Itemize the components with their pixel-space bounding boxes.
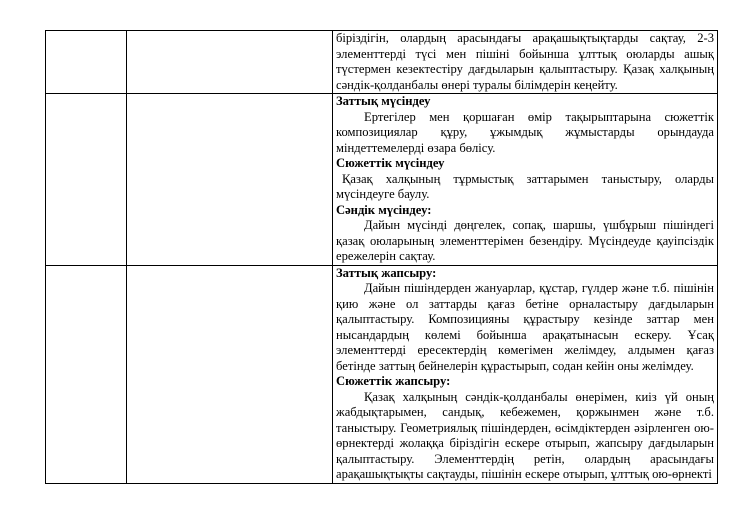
- table-cell-empty-2: [127, 265, 333, 483]
- table-row: [46, 31, 718, 94]
- table-cell-empty-1: [46, 31, 127, 94]
- table-cell-content: [333, 31, 718, 94]
- paragraph: біріздігін, олардың арасындағы арақашықтықтарды сақтау, 2-3 элементтерді түсі мен пішіні бойынша ұлттық оюларды ашық түстермен кезектестіру дағдыларын қалыптастыру. Қазақ халқының сәндік-қолданбалы өнері туралы білімдерін кеңейту.: [336, 31, 714, 92]
- table-cell-empty-1: [46, 94, 127, 266]
- section-heading: Сюжеттік мүсіндеу: [336, 156, 445, 170]
- table-cell-content: [333, 265, 718, 483]
- paragraph: Ертегілер мен қоршаған өмір тақырыптарына сюжеттік композициялар құру, ұжымдық жұмыстарды орындауда міндеттемелерді өзара бөлісу.: [336, 109, 714, 155]
- curriculum-table: [45, 30, 718, 484]
- paragraph: Қазақ халқының тұрмыстық заттарымен таныстыру, оларды мүсіндеуге баулу.: [336, 171, 714, 201]
- section-heading: Сюжеттік жапсыру:: [336, 374, 451, 388]
- paragraph: Дайын мүсінді дөңгелек, сопақ, шаршы, үшбұрыш пішіндегі қазақ оюларының элементтерімен безендіру. Мүсіндеуде қауіпсіздік ережелерін сақтау.: [336, 218, 714, 263]
- table-cell-empty-2: [127, 31, 333, 94]
- table-row: [46, 265, 718, 483]
- table-cell-content: [333, 94, 718, 266]
- section-heading: Заттық мүсіндеу: [336, 94, 431, 108]
- table-row: [46, 94, 718, 266]
- paragraph: Дайын пішіндерден жануарлар, құстар, гүлдер және т.б. пішінін қию және ол заттарды қағаз бетіне орналастыру дағдыларын қалыптастыру. Композицияны құрастыру кезінде заттар мен нысандардың көлемі бойынша арақатынасын ескеру. Ұсақ элементтерді ересектердің көмегімен желімдеу, алдымен қағаз бетінде заттың бейнелерін құрастырып, содан кейін оны желімдеу.: [336, 281, 714, 373]
- table-cell-empty-1: [46, 265, 127, 483]
- section-heading: Заттық жапсыру:: [336, 265, 437, 280]
- paragraph: Қазақ халқының сәндік-қолданбалы өнерімен, киіз үй оның жабдықтарымен, сандық, кебежемен, қоржынмен және т.б. таныстыру. Геометриялық пішіндерден, өсімдіктерден әзірленген ою-өрнектерді жолаққа біріздігін ескере отырып, жапсыру дағдыларын қалыптастыру. Элементтердің ретін, олардың арасындағы арақашықтықты сақтауды, пішінін ескере отырып, ұлттық ою-өрнекті: [336, 389, 714, 481]
- section-heading: Сәндік мүсіндеу:: [336, 202, 432, 217]
- table-cell-empty-2: [127, 94, 333, 266]
